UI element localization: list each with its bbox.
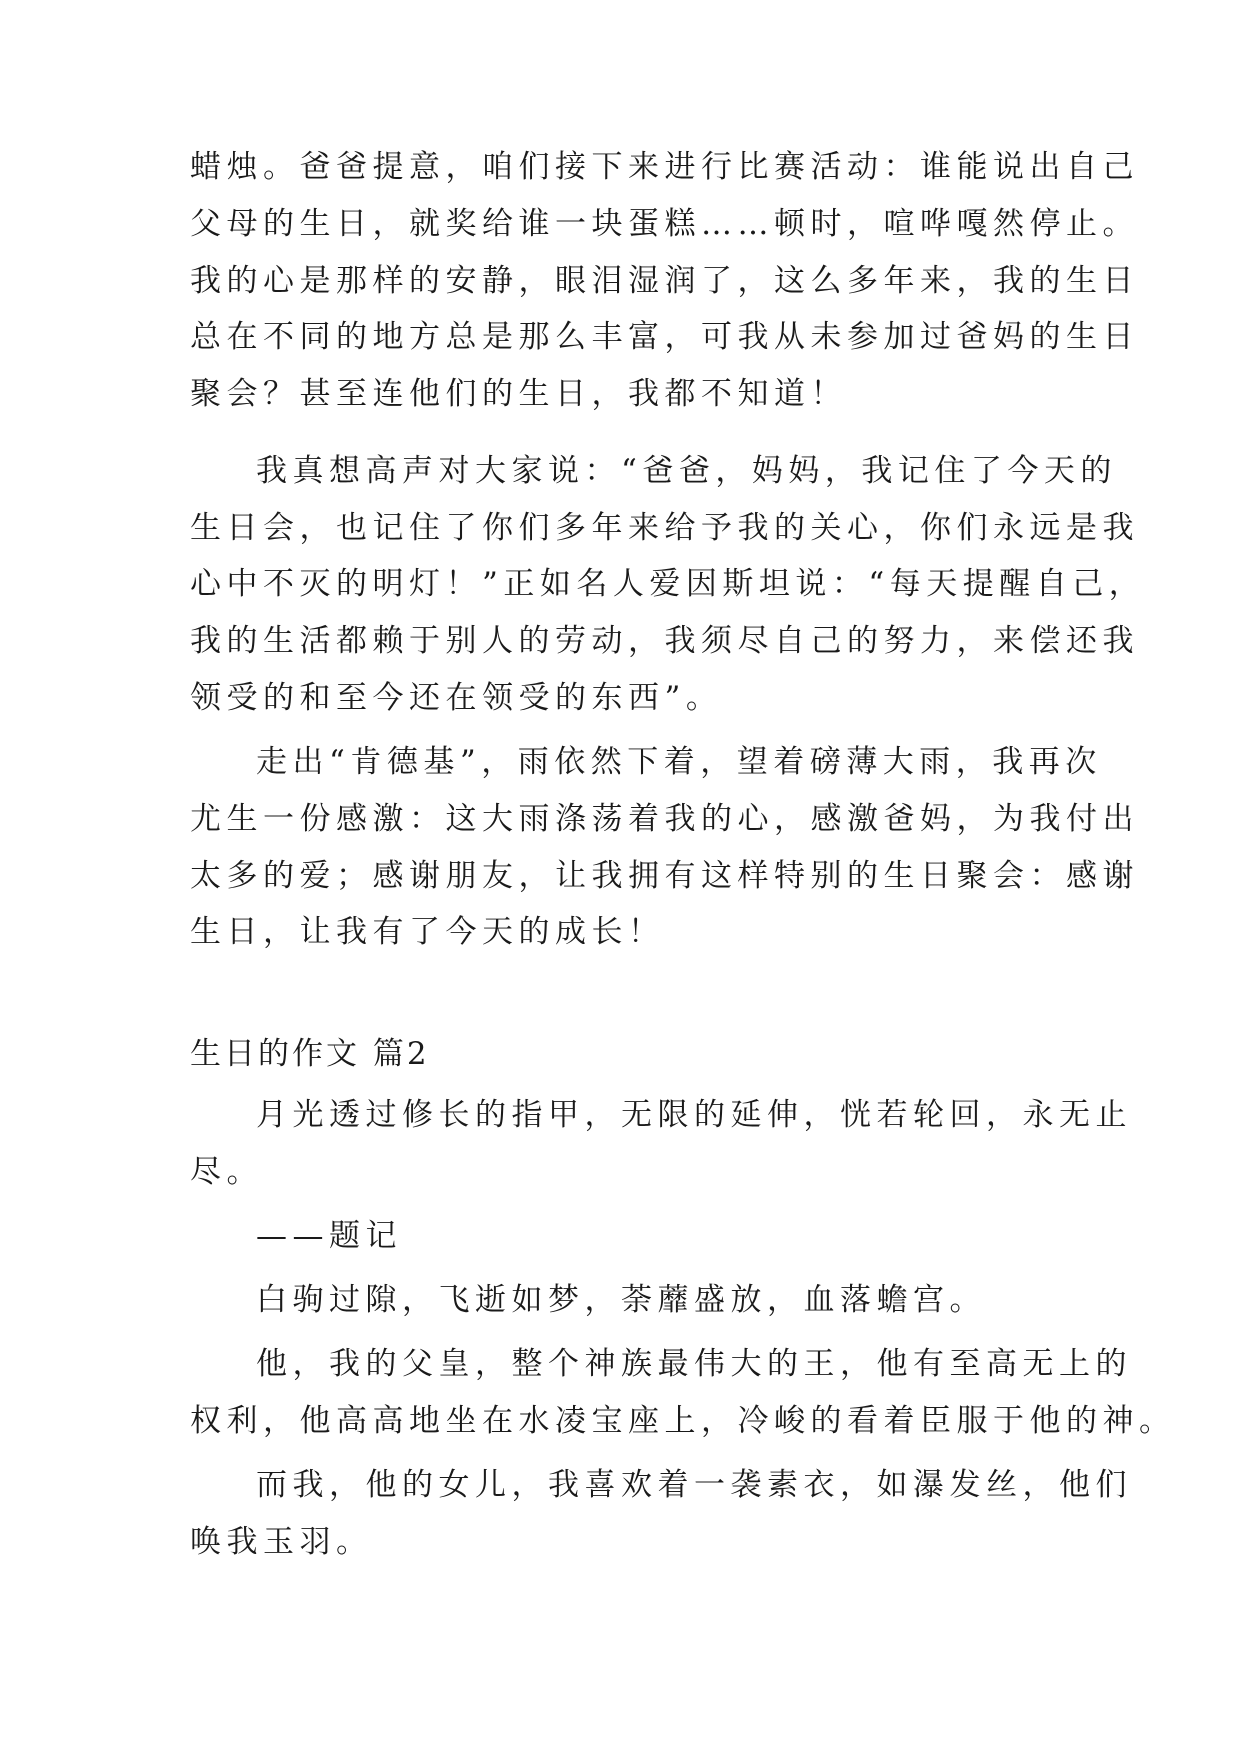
text-line: 蜡烛。爸爸提意，咱们接下来进行比赛活动：谁能说出自己: [190, 149, 1139, 185]
text-line: 太多的爱；感谢朋友，让我拥有这样特别的生日聚会：感谢: [190, 858, 1139, 894]
text-line: 生日会，也记住了你们多年来给予我的关心，你们永远是我: [190, 510, 1139, 546]
text-line: 生日，让我有了今天的成长！: [190, 914, 665, 950]
epigraph-attribution: ——题记: [256, 1218, 402, 1254]
paragraph-start: 他，我的父皇，整个神族最伟大的王，他有至高无上的: [256, 1346, 1132, 1382]
paragraph-start: 我真想高声对大家说：“爸爸，妈妈，我记住了今天的: [256, 453, 1117, 489]
text-line: 领受的和至今还在领受的东西”。: [190, 680, 723, 716]
text-line: 心中不灭的明灯！”正如名人爱因斯坦说：“每天提醒自己，: [190, 566, 1146, 602]
text-line: 我的心是那样的安静，眼泪湿润了，这么多年来，我的生日: [190, 263, 1139, 299]
paragraph-start: 白驹过隙，飞逝如梦，荼蘼盛放，血落蟾宫。: [256, 1282, 986, 1318]
paragraph-start: 走出“肯德基”，雨依然下着，望着磅薄大雨，我再次: [256, 744, 1102, 780]
paragraph-start: 月光透过修长的指甲，无限的延伸，恍若轮回，永无止: [256, 1097, 1132, 1133]
text-line: 我的生活都赖于别人的劳动，我须尽自己的努力，来偿还我: [190, 623, 1139, 659]
text-line: 尤生一份感激：这大雨涤荡着我的心，感激爸妈，为我付出: [190, 801, 1139, 837]
text-line: 尽。: [190, 1154, 263, 1190]
text-line: 父母的生日，就奖给谁一块蛋糕……顿时，喧哗嘎然停止。: [190, 206, 1139, 242]
text-line: 总在不同的地方总是那么丰富，可我从未参加过爸妈的生日: [190, 319, 1139, 355]
text-line: 权利，他高高地坐在水凌宝座上，冷峻的看着臣服于他的神。: [190, 1403, 1176, 1439]
paragraph-start: 而我，他的女儿，我喜欢着一袭素衣，如瀑发丝，他们: [256, 1467, 1132, 1503]
section-heading: 生日的作文 篇2: [190, 1036, 430, 1072]
text-line: 聚会？甚至连他们的生日，我都不知道！: [190, 376, 847, 412]
text-line: 唤我玉羽。: [190, 1524, 373, 1560]
